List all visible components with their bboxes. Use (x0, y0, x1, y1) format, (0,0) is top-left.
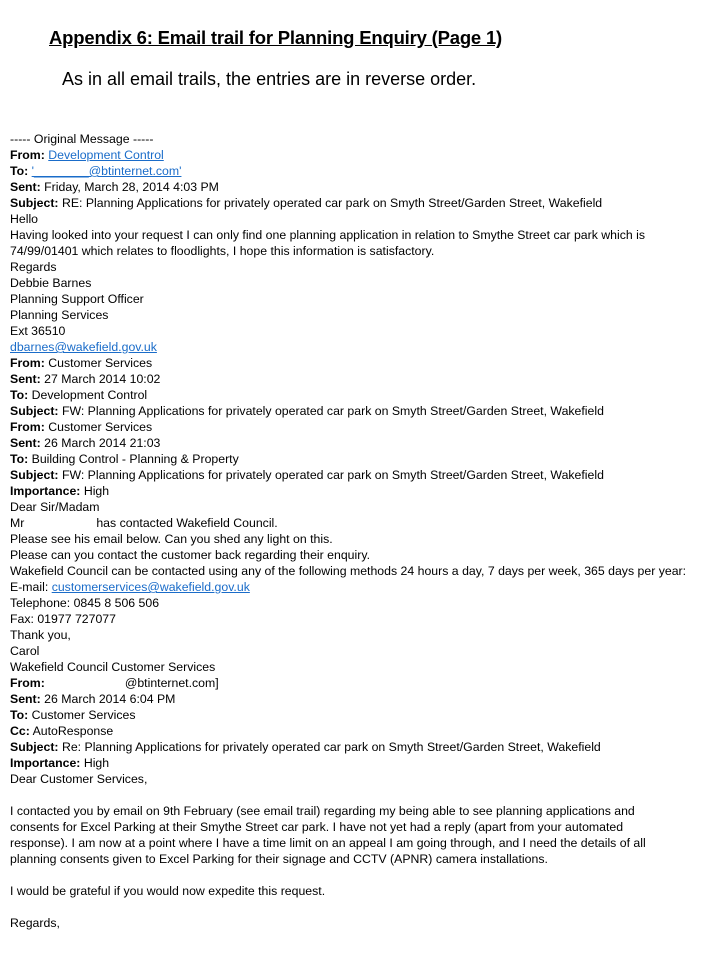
signature-dept: Planning Services (10, 308, 109, 322)
body-line: Hello (10, 212, 39, 226)
signature-email-link[interactable]: dbarnes@wakefield.gov.uk (10, 340, 157, 354)
field-value: @btinternet.com] (124, 676, 219, 690)
contact-methods-line: Wakefield Council can be contacted using any of the following methods 24 hours a day, 7 days per week, 365 days per year: (10, 564, 687, 578)
signature-name: Debbie Barnes (10, 276, 92, 290)
msg1-from (10, 147, 716, 163)
field-label: To: (10, 164, 29, 178)
msg3-subject (10, 467, 716, 483)
msg4-cc (10, 723, 716, 739)
field-label: From: (10, 356, 45, 370)
body-line: I contacted you by email on 9th February (see email trail) regarding my being able to see planning applications and (10, 804, 635, 818)
field-value: Re: Planning Applications for privately operated car park on Smyth Street/Garden Street, Wakefield (61, 740, 601, 754)
field-value: Building Control - Planning & Property (31, 452, 239, 466)
field-value: FW: Planning Applications for privately operated car park on Smyth Street/Garden Street, Wakefield (61, 404, 604, 418)
field-value: High (83, 756, 110, 770)
msg3-from (10, 419, 716, 435)
field-label: Sent: (10, 372, 41, 386)
field-label: From: (10, 148, 45, 162)
field-value: Friday, March 28, 2014 4:03 PM (44, 180, 219, 194)
email-contact (10, 579, 716, 595)
email-trail (10, 131, 716, 931)
msg4-subject (10, 739, 716, 755)
msg1-sent (10, 179, 716, 195)
telephone-line: Telephone: 0845 8 506 506 (10, 596, 160, 610)
msg1-from-link[interactable]: Development Control (48, 148, 164, 162)
field-value: High (83, 484, 110, 498)
field-label: To: (10, 388, 29, 402)
field-value: 26 March 2014 21:03 (44, 436, 161, 450)
field-value: AutoResponse (32, 724, 114, 738)
field-label: E-mail: (10, 580, 49, 594)
field-label: Subject: (10, 196, 59, 210)
field-label: From: (10, 420, 45, 434)
msg2-sent (10, 371, 716, 387)
contacted-text: has contacted Wakefield Council. (96, 516, 278, 530)
body-line: Please can you contact the customer back regarding their enquiry. (10, 548, 370, 562)
greeting: Dear Customer Services, (10, 772, 148, 786)
thanks-line: Thank you, (10, 628, 71, 642)
field-label: Subject: (10, 468, 59, 482)
field-value: FW: Planning Applications for privately operated car park on Smyth Street/Garden Street, Wakefield (61, 468, 604, 482)
intro-note: As in all email trails, the entries are in reverse order. (62, 69, 477, 89)
body-line: planning consents given to Excel Parking for their signage and CCTV (APNR) camera installations. (10, 852, 548, 866)
field-value: Customer Services (31, 708, 136, 722)
msg2-subject (10, 403, 716, 419)
field-label: Subject: (10, 404, 59, 418)
field-label: Importance: (10, 756, 81, 770)
original-message-separator: ----- Original Message ----- (10, 132, 154, 146)
field-label: To: (10, 452, 29, 466)
field-label: Sent: (10, 180, 41, 194)
msg1-to (10, 163, 716, 179)
msg1-to-link[interactable]: '________@btinternet.com' (31, 164, 182, 178)
msg3-sent (10, 435, 716, 451)
signature-title: Planning Support Officer (10, 292, 144, 306)
field-value: 26 March 2014 6:04 PM (44, 692, 176, 706)
field-label: From: (10, 676, 45, 690)
field-value: Customer Services (48, 420, 153, 434)
field-value: Development Control (31, 388, 148, 402)
body-line: response). I am now at a point where I have a time limit on an appeal I am going through, and I need the details of all (10, 836, 646, 850)
field-label: To: (10, 708, 29, 722)
msg3-to (10, 451, 716, 467)
mr-prefix: Mr (10, 516, 25, 530)
msg4-importance (10, 755, 716, 771)
msg4-to (10, 707, 716, 723)
body-line: Regards (10, 260, 57, 274)
fax-line: Fax: 01977 727077 (10, 612, 116, 626)
msg3-importance (10, 483, 716, 499)
contacted-line (10, 515, 716, 531)
body-line: I would be grateful if you would now expedite this request. (10, 884, 326, 898)
field-label: Importance: (10, 484, 81, 498)
greeting: Dear Sir/Madam (10, 500, 100, 514)
customer-services-email-link[interactable]: customerservices@wakefield.gov.uk (51, 580, 250, 594)
signoff: Regards, (10, 916, 60, 930)
signature-dept: Wakefield Council Customer Services (10, 660, 216, 674)
field-value: Customer Services (48, 356, 153, 370)
body-line: consents for Excel Parking at their Smythe Street car park. I have not yet had a reply (apart from your automated (10, 820, 624, 834)
msg2-to (10, 387, 716, 403)
field-label: Subject: (10, 740, 59, 754)
signature-ext: Ext 36510 (10, 324, 66, 338)
msg1-subject (10, 195, 716, 211)
body-line: Please see his email below. Can you shed any light on this. (10, 532, 333, 546)
body-line: Having looked into your request I can only find one planning application in relation to Smythe Street car park which is (10, 228, 646, 242)
msg4-from (10, 675, 716, 691)
field-label: Sent: (10, 692, 41, 706)
field-label: Sent: (10, 436, 41, 450)
body-line: 74/99/01401 which relates to floodlights, I hope this information is satisfactory. (10, 244, 435, 258)
msg4-sent (10, 691, 716, 707)
signature-name: Carol (10, 644, 40, 658)
field-value: RE: Planning Applications for privately operated car park on Smyth Street/Garden Street, Wakefield (61, 196, 603, 210)
field-value: 27 March 2014 10:02 (44, 372, 161, 386)
msg2-from (10, 355, 716, 371)
field-label: Cc: (10, 724, 30, 738)
appendix-heading: Appendix 6: Email trail for Planning Enquiry (Page 1) (49, 27, 503, 48)
